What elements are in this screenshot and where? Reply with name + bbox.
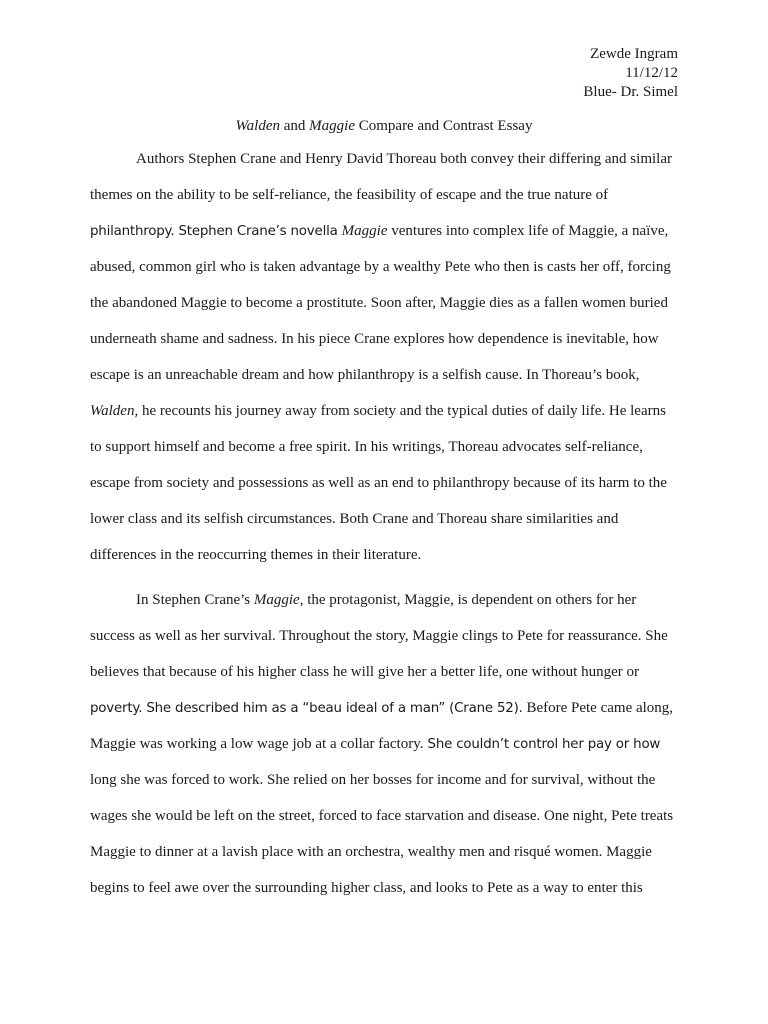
text-run: escape is an unreachable dream and how philanthropy is a selfish cause. xyxy=(90,367,523,383)
text-line: lower class and its selfish circumstances. Both Crane and Thoreau share similarities and xyxy=(90,511,619,527)
text-line xyxy=(90,222,680,258)
text-line: the abandoned Maggie to become a prostitute. Soon after, Maggie dies as a fallen women buried xyxy=(90,295,668,311)
paragraph-intro xyxy=(90,150,680,582)
class-info: Blue- Dr. Simel xyxy=(583,84,678,100)
text-line: Authors Stephen Crane and Henry David Thoreau both convey their differing and similar xyxy=(136,151,672,167)
text-line xyxy=(90,735,680,771)
text-run: Maggie was working a low wage job at a collar factory. xyxy=(90,736,424,752)
text-line xyxy=(90,699,680,735)
text-line: long she was forced to work. She relied on her bosses for income and for survival, without the xyxy=(90,772,656,788)
text-line: wages she would be left on the street, forced to face starvation and disease. One night, Pete treats xyxy=(90,808,674,824)
text-run: philanthropy. Stephen Crane’s novella xyxy=(90,224,342,239)
title-and: and xyxy=(279,118,310,134)
text-line: abused, common girl who is taken advantage by a wealthy Pete who then is casts her off, forcing xyxy=(90,259,671,275)
text-run: poverty. She described him as a “beau ideal of a man” (Crane 52). xyxy=(90,701,523,716)
text-line xyxy=(90,402,680,438)
text-line: Maggie to dinner at a lavish place with an orchestra, wealthy men and risqué women. Maggie xyxy=(90,844,652,860)
author-name: Zewde Ingram xyxy=(590,46,678,62)
text-line: begins to feel awe over the surrounding higher class, and looks to Pete as a way to enter this xyxy=(90,880,643,896)
text-line: themes on the ability to be self-reliance, the feasibility of escape and the true nature of xyxy=(90,187,609,203)
text-run: he recounts his journey away from society and the typical duties of daily life. He learns xyxy=(138,403,666,419)
text-line xyxy=(90,366,680,402)
text-line: to support himself and become a free spirit. In his writings, Thoreau advocates self-reliance, xyxy=(90,439,643,455)
essay-header xyxy=(583,45,678,102)
text-run: In Thoreau’s book, xyxy=(522,367,640,383)
text-italic: Walden, xyxy=(90,403,139,419)
text-italic: Maggie xyxy=(341,223,388,239)
text-run: , the protagonist, Maggie, is dependent on others for her xyxy=(299,592,637,608)
text-line: believes that because of his higher class he will give her a better life, one without hunger or xyxy=(90,664,639,680)
paragraph-dependence xyxy=(90,591,680,915)
essay-title xyxy=(0,117,768,136)
text-line: underneath shame and sadness. In his piece Crane explores how dependence is inevitable, how xyxy=(90,331,659,347)
text-line: success as well as her survival. Throughout the story, Maggie clings to Pete for reassurance. She xyxy=(90,628,668,644)
text-line xyxy=(90,591,680,627)
title-walden: Walden xyxy=(235,118,280,134)
title-rest: Compare and Contrast Essay xyxy=(354,118,533,134)
text-run: In Stephen Crane’s xyxy=(136,592,254,608)
text-run: Before Pete came along, xyxy=(522,700,674,716)
text-line: differences in the reoccurring themes in their literature. xyxy=(90,547,422,563)
text-run: ventures into complex life of Maggie, a naïve, xyxy=(387,223,669,239)
text-run: She couldn’t control her pay or how xyxy=(423,737,661,752)
essay-date: 11/12/12 xyxy=(625,65,678,81)
title-maggie: Maggie xyxy=(309,118,355,134)
text-line: escape from society and possessions as well as an end to philanthropy because of its harm to the xyxy=(90,475,667,491)
text-italic: Maggie xyxy=(253,592,300,608)
